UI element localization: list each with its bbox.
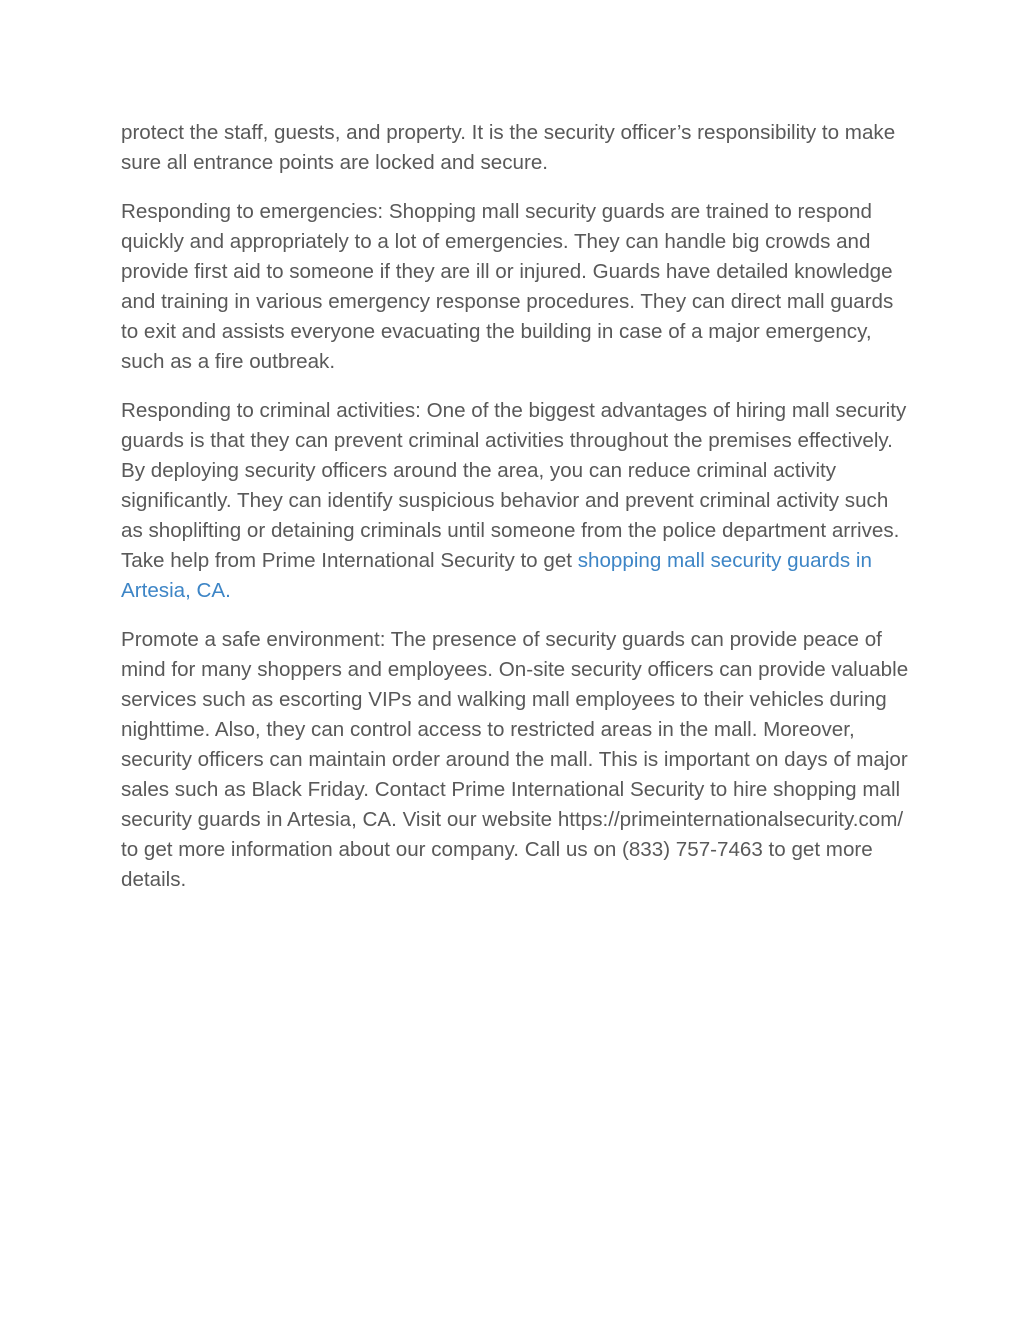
paragraph-text: Responding to criminal activities: One of the biggest advantages of hiring mall security guards is that they can prevent criminal activities throughout the premises effectively. By deploying security officers around the area, you can reduce criminal activity significantly. They can identify suspicious behavior and prevent criminal activity such as shoplifting or detaining criminals until someone from the police department arrives. Take help from Prime International Security to get <box>121 399 907 572</box>
paragraph-text: protect the staff, guests, and property. It is the security officer’s responsibility to make sure all entrance points are locked and secure. <box>121 121 896 174</box>
paragraph-text: Promote a safe environment: The presence of security guards can provide peace of mind for many shoppers and employees. On-site security officers can provide valuable services such as escorting VIPs and walking mall employees to their vehicles during nighttime. Also, they can control access to restricted areas in the mall. Moreover, security officers can maintain order around the mall. This is important on days of major sales such as Black Friday. Contact Prime International Security to hire shopping mall security guards in Artesia, CA. Visit our website https://primeinternationalsecurity.com/ to get more information about our company. Call us on (833) 757-7463 to get more details. <box>121 628 909 891</box>
paragraph-text: Responding to emergencies: Shopping mall security guards are trained to respond quickly and appropriately to a lot of emergencies. They can handle big crowds and provide first aid to someone if they are ill or injured. Guards have detailed knowledge and training in various emergency response procedures. They can direct mall guards to exit and assists everyone evacuating the building in case of a major emergency, such as a fire outbreak. <box>121 200 894 373</box>
paragraph-promote-safe-environment <box>121 625 911 895</box>
paragraph-protect-staff <box>121 118 911 178</box>
paragraph-responding-criminal-activities <box>121 396 911 606</box>
shopping-mall-security-guards-link[interactable]: shopping mall security guards in Artesia, CA. <box>121 549 872 602</box>
paragraph-responding-emergencies <box>121 197 911 377</box>
document-body <box>121 118 911 914</box>
